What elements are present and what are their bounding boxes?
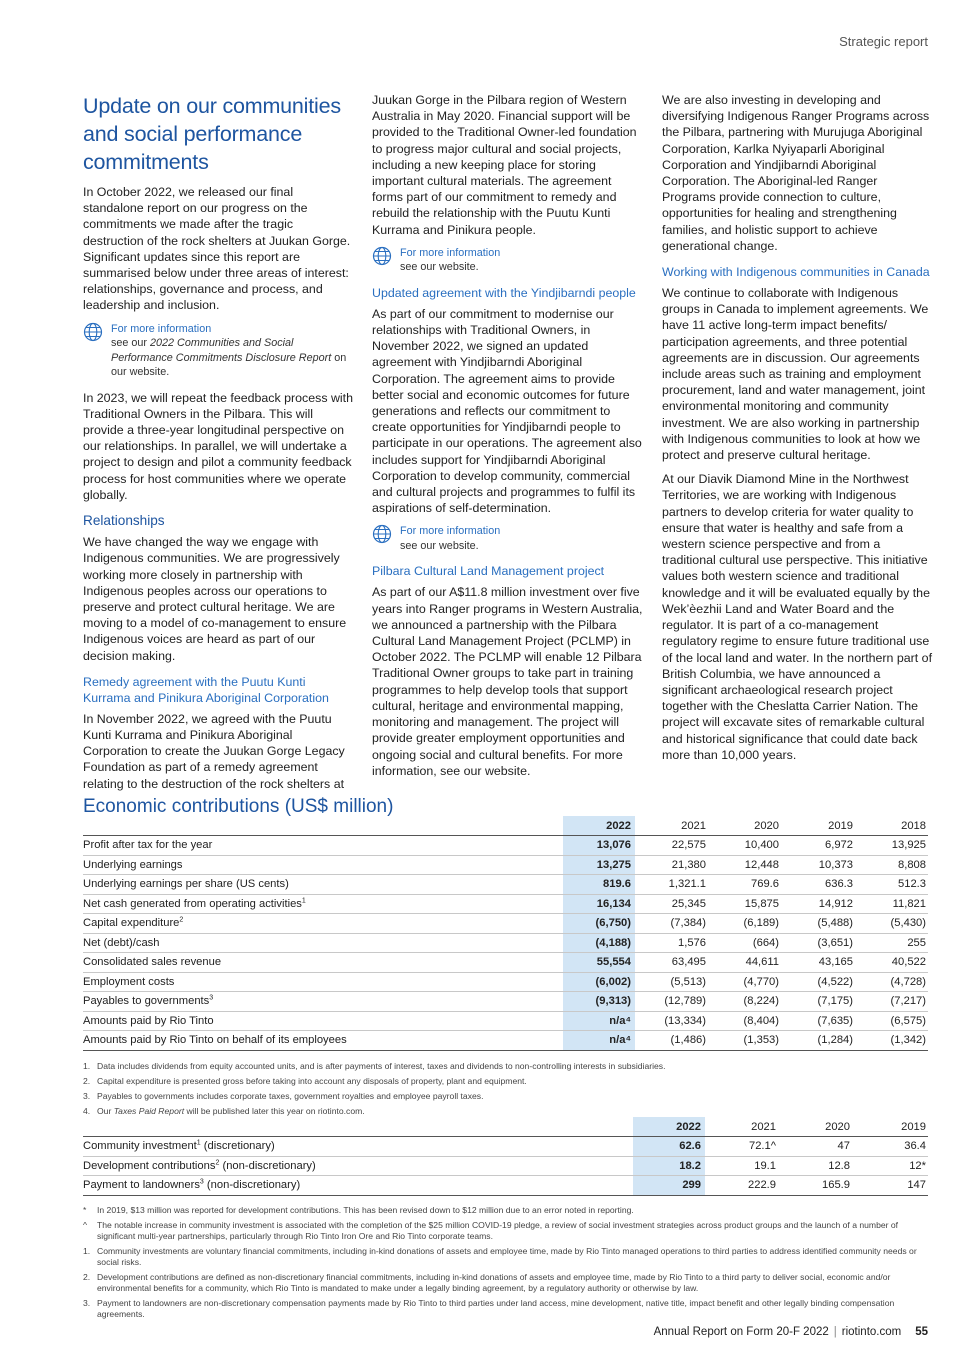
cell-value: 512.3 xyxy=(855,875,928,895)
table-row xyxy=(83,1176,928,1196)
cell-value: (4,728) xyxy=(855,972,928,992)
cell-value: 55,554 xyxy=(563,953,635,973)
year-header: 2019 xyxy=(852,1117,928,1137)
cell-value: n/a⁴ xyxy=(563,1011,635,1031)
column-2 xyxy=(372,92,644,787)
cell-value: 769.6 xyxy=(708,875,781,895)
year-header: 2020 xyxy=(778,1117,852,1137)
heading-pilbara-project: Pilbara Cultural Land Management project xyxy=(372,564,605,579)
table-row xyxy=(83,836,928,856)
report-name: Annual Report on Form 20-F 2022 xyxy=(653,1326,829,1338)
cell-value: 222.9 xyxy=(705,1176,778,1196)
footnote: ^ The notable increase in community investment is associated with the completion of the $25 million COVID-19 pledge, a review of social investment strategies across product groups and the launch of a number of significant multi-year partnerships, particularly through Rio Tinto Iron Ore and Rio Tinto corporate teams. xyxy=(83,1220,899,1241)
more-info-callout xyxy=(372,246,644,275)
cell-value: (1,284) xyxy=(781,1031,855,1051)
economic-contributions-table xyxy=(83,816,928,1051)
heading-relationships: Relationships xyxy=(83,513,165,529)
more-info-callout xyxy=(83,322,355,380)
cell-value: (1,342) xyxy=(855,1031,928,1051)
cell-value: (4,188) xyxy=(563,933,635,953)
cell-value: 10,400 xyxy=(708,836,781,856)
paragraph: In November 2022, we agreed with the Puutu Kunti Kurrama and Pinikura Aboriginal Corporation to create the Juukan Gorge Legacy Foundation as part of a remedy agreement relating to the destruction of the rock shelters at xyxy=(83,711,345,791)
year-header: 2018 xyxy=(855,816,928,836)
cell-value: 36.4 xyxy=(852,1137,928,1157)
cell-value: 299 xyxy=(633,1176,705,1196)
cell-value: (7,217) xyxy=(855,992,928,1012)
cell-value: 14,912 xyxy=(781,894,855,914)
report-title: 2022 Communities and Social Performance Commitments Disclosure Report xyxy=(111,337,332,364)
more-info-label: For more information xyxy=(400,525,501,538)
table-row xyxy=(83,875,928,895)
row-label: Development contributions$^2$ (non-discretionary) xyxy=(83,1156,633,1176)
cell-value: 13,925 xyxy=(855,836,928,856)
table-row xyxy=(83,933,928,953)
paragraph: In October 2022, we released our final standalone report on our progress on the commitments we made after the tragic destruction of the rock shelters at Juukan Gorge. Significant updates since this report are summarised below under three areas of interest: relationships, governance and process, and leadership and inclusion. xyxy=(83,185,351,313)
table-row xyxy=(83,953,928,973)
paragraph: We are also investing in developing and diversifying Indigenous Ranger Programs across the Pilbara, partnering with Murujuga Aboriginal Corporation, Karlka Nyiyaparli Aboriginal Corporation and Yindjibarndi Aboriginal Corporation. The Aboriginal-led Ranger Programs provide connection to culture, opportunities for healing and strengthening families, and holistic support to achieve generational change. xyxy=(662,93,930,253)
cell-value: 47 xyxy=(778,1137,852,1157)
more-info-callout xyxy=(372,524,644,553)
economic-footnotes xyxy=(83,1061,928,1121)
globe-icon xyxy=(83,322,103,342)
footnote: 3. Payment to landowners are non-discretionary compensation payments made by Rio Tinto to third parties under land access, mine development, native title, impact benefit and other legally binding compensation agreements. xyxy=(83,1298,895,1319)
cell-value: (3,651) xyxy=(781,933,855,953)
community-contributions-table xyxy=(83,1117,928,1196)
cell-value: 16,134 xyxy=(563,894,635,914)
table-row xyxy=(83,1031,928,1051)
more-info-label: For more information xyxy=(111,322,212,335)
footnote: 2. Capital expenditure is presented gross before taking into account any disposals of property, plant and equipment. xyxy=(83,1076,527,1086)
more-info-text: see our 2022 Communities and Social Performance Commitments Disclosure Report on our website. xyxy=(111,337,347,379)
cell-value: 255 xyxy=(855,933,928,953)
cell-value: (6,002) xyxy=(563,972,635,992)
footnote: * In 2019, $13 million was reported for development contributions. This has been revised down to $12 million due to an error noted in reporting. xyxy=(83,1205,634,1215)
cell-value: 63,495 xyxy=(635,953,708,973)
cell-value: 1,576 xyxy=(635,933,708,953)
table-row xyxy=(83,992,928,1012)
row-label: Net (debt)/cash xyxy=(83,933,563,953)
cell-value: (6,750) xyxy=(563,914,635,934)
cell-value: 25,345 xyxy=(635,894,708,914)
cell-value: 13,275 xyxy=(563,855,635,875)
table-header-row xyxy=(83,1117,928,1137)
footnote: 1. Community investments are voluntary financial commitments, including in-kind donations of assets and employee time, made by Rio Tinto managed operations to third parties to address identified community needs or social risks. xyxy=(83,1246,917,1267)
row-label: Capital expenditure$^2$ xyxy=(83,914,563,934)
footnote: 2. Development contributions are defined as non-discretionary financial commitments, including in-kind donations of assets and employee time, made by Rio Tinto to a third party to deliver social, economic and/or environmental benefits for a community, which Rio Tinto is mandated to make under a legally binding agreement, by a regulatory authority or otherwise by law. xyxy=(83,1272,891,1293)
footnote: 3. Payables to governments includes corporate taxes, government royalties and employee payroll taxes. xyxy=(83,1091,484,1101)
table-row xyxy=(83,972,928,992)
cell-value: 43,165 xyxy=(781,953,855,973)
cell-value: (13,334) xyxy=(635,1011,708,1031)
heading-yindjibarndi: Updated agreement with the Yindjibarndi people xyxy=(372,285,636,300)
column-3 xyxy=(662,92,934,771)
paragraph: We have changed the way we engage with Indigenous communities. We are progressively working more closely in partnership with Indigenous peoples across our operations to preserve and protect cultural heritage. We are moving to a model of co-management to ensure Indigenous voices are heard as part of our decision making. xyxy=(83,535,347,663)
paragraph: In 2023, we will repeat the feedback process with Traditional Owners in the Pilbara. This will provide a three-year longitudinal perspective on our relationships. In parallel, we will undertake a project to design and pilot a community feedback process for host communities where we operate globally. xyxy=(83,390,353,502)
cell-value: (8,224) xyxy=(708,992,781,1012)
cell-value: 8,808 xyxy=(855,855,928,875)
website: riotinto.com xyxy=(841,1326,902,1338)
cell-value: (8,404) xyxy=(708,1011,781,1031)
section-label: Strategic report xyxy=(839,34,928,49)
cell-value: 44,611 xyxy=(708,953,781,973)
cell-value: (4,770) xyxy=(708,972,781,992)
cell-value: 10,373 xyxy=(781,855,855,875)
cell-value: 22,575 xyxy=(635,836,708,856)
footer-separator: | xyxy=(833,1326,837,1338)
page-number: 55 xyxy=(915,1326,928,1338)
paragraph: As part of our commitment to modernise our relationships with Traditional Owners, in November 2022, we signed an updated agreement with Yindjibarndi Aboriginal Corporation. The agreement aims to provide better social and economic outcomes for future generations and reflects our commitment to create opportunities for Yindjibarndi people to participate in our operations. The agreement also includes support for Yindjibarndi Aboriginal Corporation to develop community, commercial and cultural projects and programmes to fulfil its aspirations of self-determination. xyxy=(372,306,642,516)
cell-value: 19.1 xyxy=(705,1156,778,1176)
table-row xyxy=(83,914,928,934)
cell-value: (6,189) xyxy=(708,914,781,934)
page-title: Update on our communities and social performance commitments xyxy=(83,94,341,174)
table-row xyxy=(83,855,928,875)
year-header: 2021 xyxy=(705,1117,778,1137)
cell-value: 12.8 xyxy=(778,1156,852,1176)
cell-value: (7,635) xyxy=(781,1011,855,1031)
cell-value: (9,313) xyxy=(563,992,635,1012)
globe-icon xyxy=(372,524,392,544)
table-row xyxy=(83,894,928,914)
row-label: Amounts paid by Rio Tinto xyxy=(83,1011,563,1031)
cell-value: (1,353) xyxy=(708,1031,781,1051)
cell-value: n/a⁴ xyxy=(563,1031,635,1051)
cell-value: (12,789) xyxy=(635,992,708,1012)
paragraph: We continue to collaborate with Indigenous groups in Canada to implement agreements. We have 11 active long-term impact benefits/ participation agreements, and three potential agreements are in discussion. Our agreements include areas such as training and employment procurement, land and water management, joint environmental monitoring and community investment. We are also working in partnership with Indigenous communities to look at how we protect and preserve cultural heritage. xyxy=(662,286,929,463)
row-label: Underlying earnings per share (US cents) xyxy=(83,875,563,895)
row-label: Payment to landowners$^3$ (non-discretionary) xyxy=(83,1176,633,1196)
row-label: Payables to governments$^3$ xyxy=(83,992,563,1012)
cell-value: 21,380 xyxy=(635,855,708,875)
page-footer xyxy=(654,1326,928,1338)
economic-contributions-title: Economic contributions (US$ million) xyxy=(83,796,394,817)
cell-value: (5,488) xyxy=(781,914,855,934)
cell-value: 819.6 xyxy=(563,875,635,895)
cell-value: (5,430) xyxy=(855,914,928,934)
cell-value: 12* xyxy=(852,1156,928,1176)
globe-icon xyxy=(372,246,392,266)
row-label: Community investment$^1$ (discretionary) xyxy=(83,1137,633,1157)
cell-value: 72.1^ xyxy=(705,1137,778,1157)
cell-value: 13,076 xyxy=(563,836,635,856)
year-header: 2020 xyxy=(708,816,781,836)
cell-value: 147 xyxy=(852,1176,928,1196)
cell-value: 11,821 xyxy=(855,894,928,914)
heading-canada: Working with Indigenous communities in Canada xyxy=(662,265,930,280)
cell-value: 636.3 xyxy=(781,875,855,895)
cell-value: 165.9 xyxy=(778,1176,852,1196)
table-row xyxy=(83,1137,928,1157)
cell-value: (1,486) xyxy=(635,1031,708,1051)
year-header: 2019 xyxy=(781,816,855,836)
cell-value: 18.2 xyxy=(633,1156,705,1176)
row-label: Employment costs xyxy=(83,972,563,992)
cell-value: 12,448 xyxy=(708,855,781,875)
row-label: Profit after tax for the year xyxy=(83,836,563,856)
more-info-text: see our website. xyxy=(400,261,479,274)
footnote: 1. Data includes dividends from equity accounted units, and is after payments of interest, taxes and dividends to non-controlling interests in subsidiaries. xyxy=(83,1061,666,1071)
community-footnotes xyxy=(83,1205,928,1324)
cell-value: (6,575) xyxy=(855,1011,928,1031)
table-header-row xyxy=(83,816,928,836)
row-label: Net cash generated from operating activities$^1$ xyxy=(83,894,563,914)
cell-value: 6,972 xyxy=(781,836,855,856)
column-1 xyxy=(83,92,355,800)
row-label: Underlying earnings xyxy=(83,855,563,875)
footnote: 4. Our Taxes Paid Report will be published later this year on riotinto.com. xyxy=(83,1106,365,1116)
paragraph: At our Diavik Diamond Mine in the Northwest Territories, we are working with Indigenous partners to develop criteria for water quality to ensure that water is healthy and safe from a western science perspective and from a traditional cultural use perspective. This initiative values both western science and traditional knowledge and it will be evaluated equally by the Wek’èezhii Land and Water Board and the regulator. It is part of a co-management regulatory regime to ensure future traditional use of the local land and water. In the northern part of British Columbia, we have announced a significant archaeological research project together with the Cheslatta Carrier Nation. The project will excavate sites of remarkable cultural and historical significance that could date back more than 10,000 years. xyxy=(662,472,933,762)
paragraph: Juukan Gorge in the Pilbara region of Western Australia in May 2020. Financial support will be provided to the Traditional Owner-led foundation to progress major cultural and social projects, including a new keeping place for storing important cultural materials. The agreement forms part of our commitment to remedy and rebuild the relationship with the Puutu Kunti Kurrama and Pinikura people. xyxy=(372,93,637,237)
cell-value: (7,384) xyxy=(635,914,708,934)
cell-value: (664) xyxy=(708,933,781,953)
cell-value: (5,513) xyxy=(635,972,708,992)
cell-value: 62.6 xyxy=(633,1137,705,1157)
cell-value: 1,321.1 xyxy=(635,875,708,895)
year-header: 2021 xyxy=(635,816,708,836)
paragraph: As part of our A$11.8 million investment over five years into Ranger programs in Western Australia, we announced a partnership with the Pilbara Cultural Land Management Project (PCLMP) in October 2022. The PCLMP will enable 12 Pilbara Traditional Owner groups to take part in training programmes to help develop tools that support cultural, heritage and environmental mapping, monitoring and management. The project will provide greater employment opportunities and ongoing social and cultural benefits. For more information, see our website. xyxy=(372,585,643,778)
cell-value: 15,875 xyxy=(708,894,781,914)
year-header: 2022 xyxy=(633,1117,705,1137)
cell-value: 40,522 xyxy=(855,953,928,973)
cell-value: (7,175) xyxy=(781,992,855,1012)
more-info-label: For more information xyxy=(400,246,501,259)
row-label: Amounts paid by Rio Tinto on behalf of its employees xyxy=(83,1031,563,1051)
heading-remedy-agreement: Remedy agreement with the Puutu Kunti Kurrama and Pinikura Aboriginal Corporation xyxy=(83,674,329,705)
year-header: 2022 xyxy=(563,816,635,836)
table-row xyxy=(83,1011,928,1031)
table-row xyxy=(83,1156,928,1176)
row-label: Consolidated sales revenue xyxy=(83,953,563,973)
cell-value: (4,522) xyxy=(781,972,855,992)
more-info-text: see our website. xyxy=(400,539,479,552)
